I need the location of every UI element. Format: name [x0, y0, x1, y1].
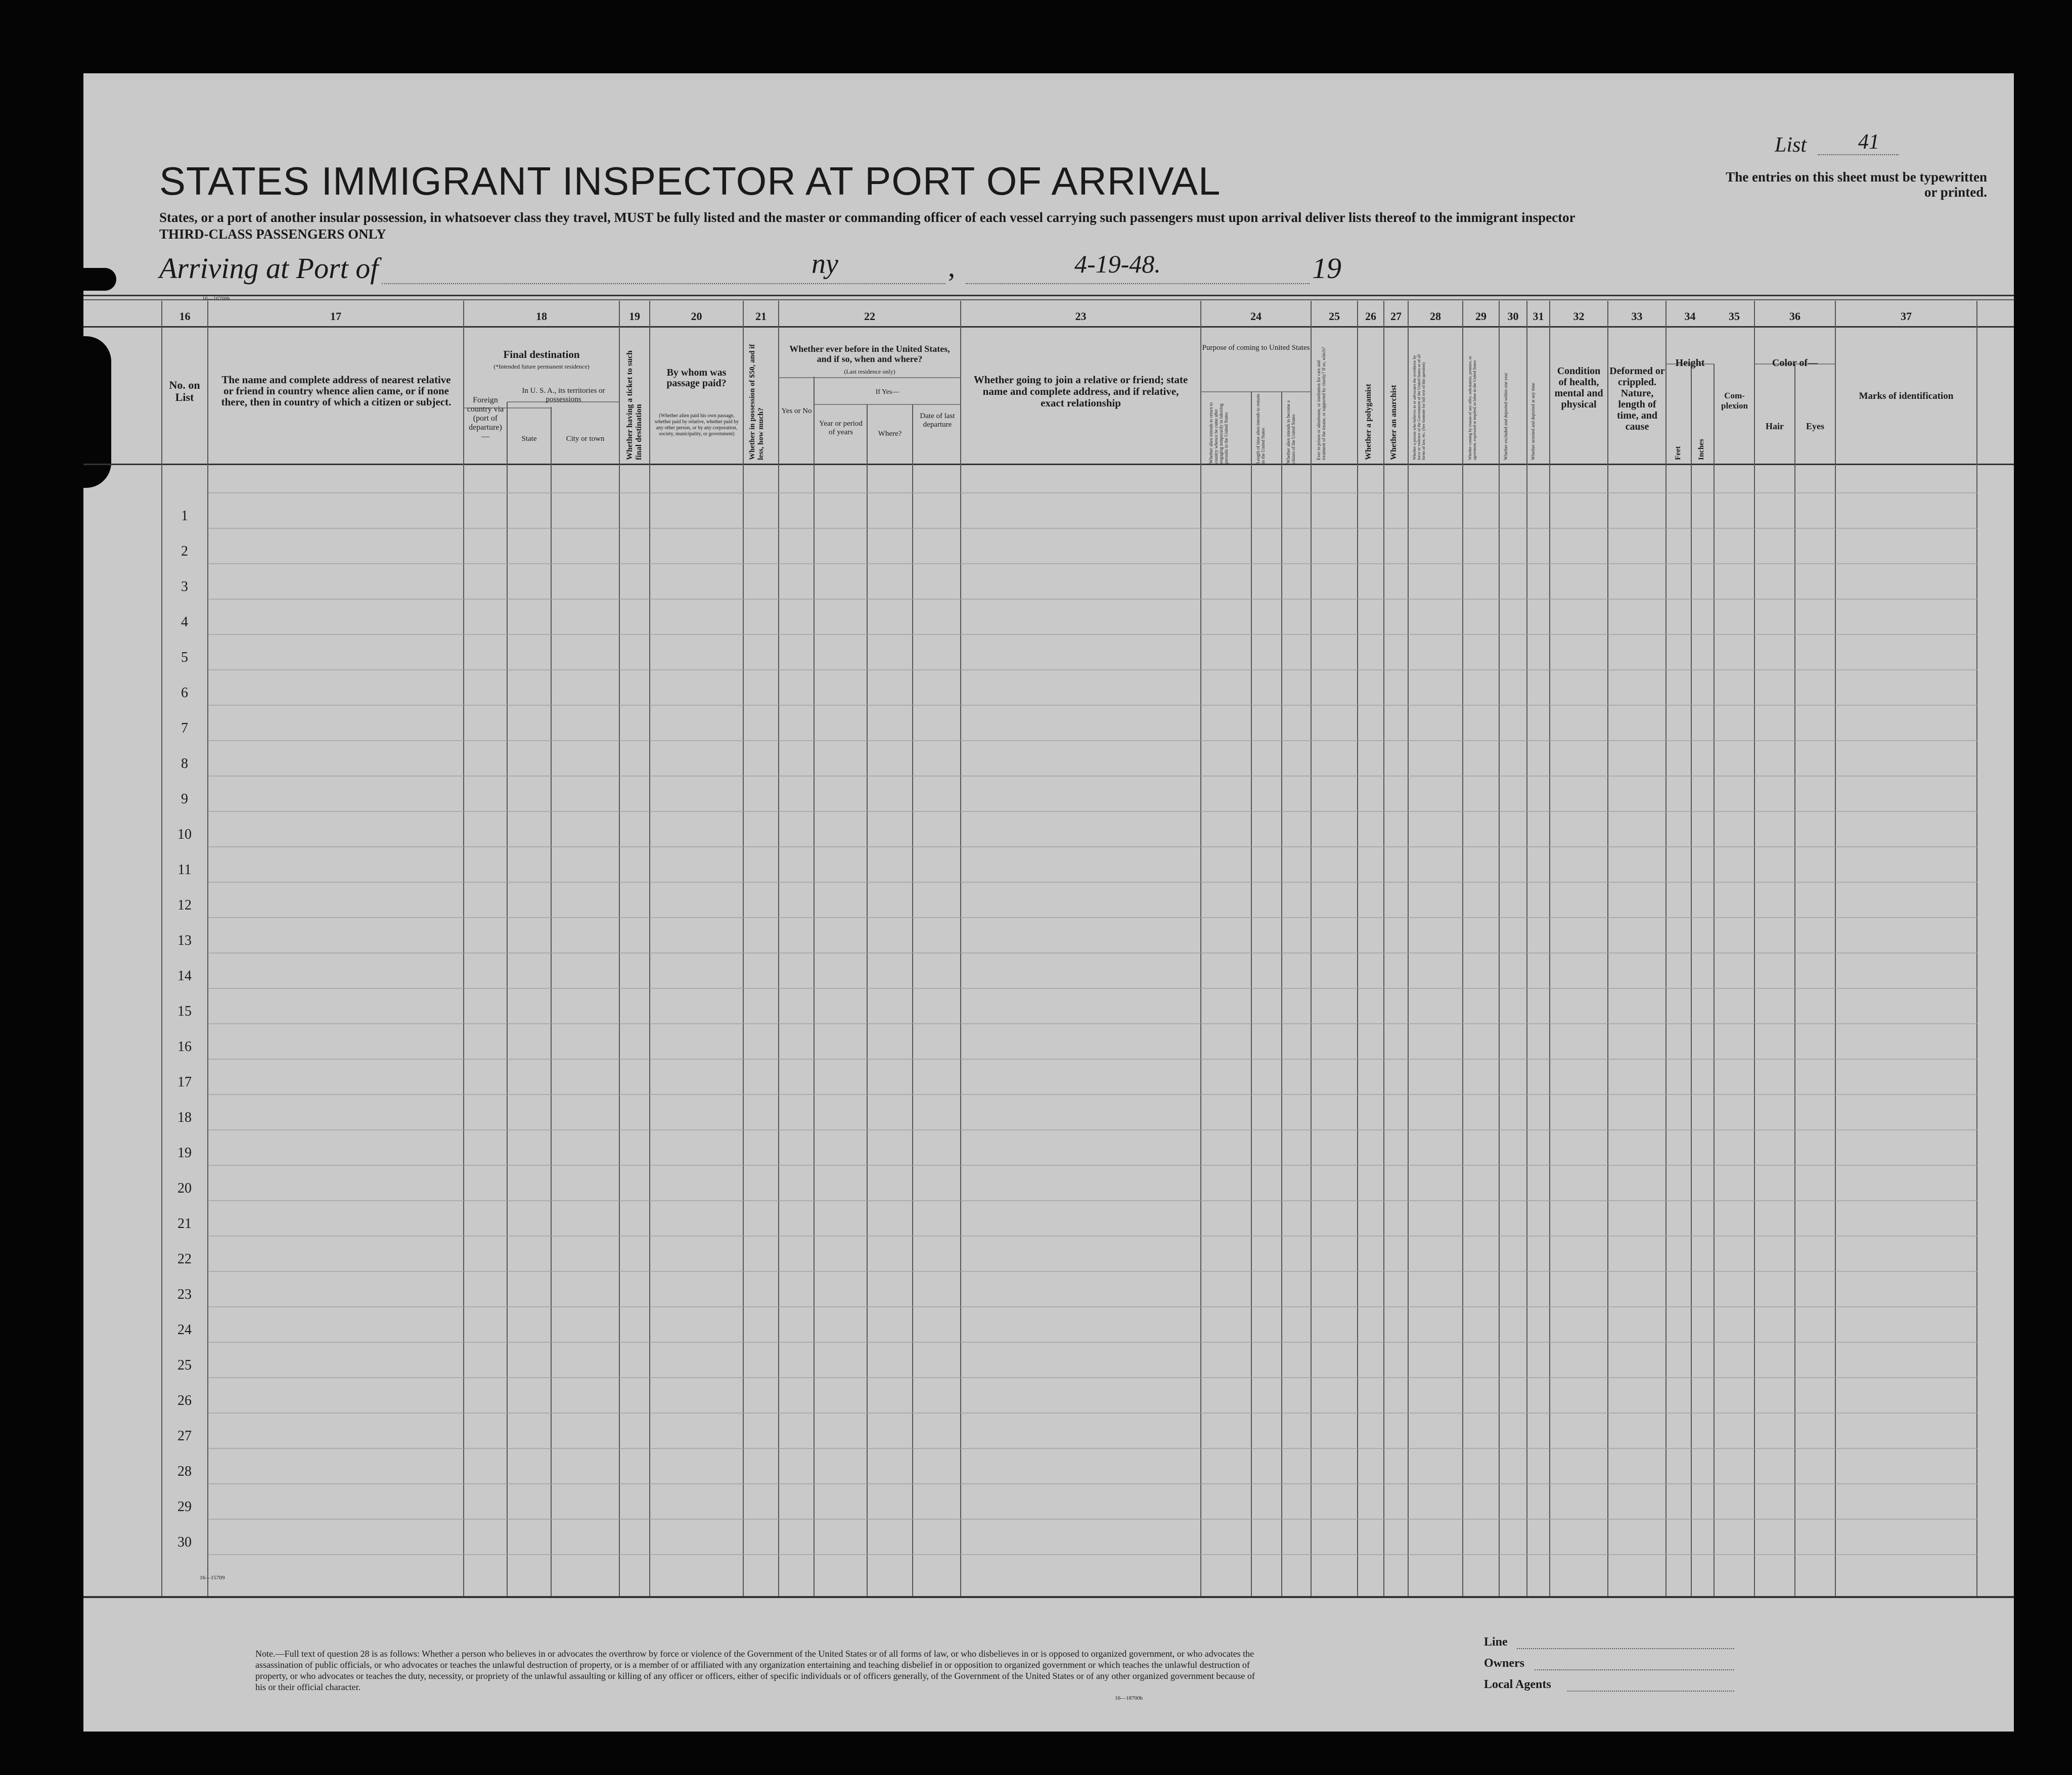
row-number: 22 — [177, 1251, 192, 1267]
row-number: 24 — [177, 1322, 192, 1338]
row-number: 16 — [177, 1039, 192, 1055]
header-purpose: Purpose of coming to United States — [1202, 344, 1310, 352]
row-number: 27 — [177, 1428, 192, 1444]
column-number-17: 17 — [330, 310, 341, 323]
owners-field[interactable] — [1535, 1669, 1734, 1670]
line-field[interactable] — [1517, 1648, 1734, 1649]
header-excluded: Whether excluded and deported within one year — [1503, 373, 1508, 460]
entries-note: The entries on this sheet must be typewritten or printed. — [1726, 169, 1987, 200]
row-number: 28 — [177, 1464, 192, 1479]
header-ever-before-note: (Last residence only) — [844, 368, 895, 375]
column-number-36: 36 — [1789, 310, 1800, 323]
header-foreign-country: Foreign country via (port of departure)— — [467, 396, 504, 441]
form-number-bottom-left: 16—15709 — [200, 1575, 225, 1581]
header-overthrow: Whether a person who believes in or advocates the overthrow by force or violence of the Government of the United States or of all forms of law, etc. (See footnote for full text of this question) — [1412, 354, 1426, 460]
row-number: 21 — [177, 1216, 192, 1232]
row-number: 25 — [177, 1357, 192, 1373]
row-number: 10 — [177, 827, 192, 842]
table-top-rule — [83, 295, 2014, 296]
line-label: Line — [1484, 1635, 1508, 1649]
row-number: 9 — [181, 791, 188, 807]
header-purpose-b: Length of time alien intends to remain in the United States — [1255, 394, 1266, 464]
column-number-19: 19 — [629, 310, 640, 323]
port-value[interactable]: ny — [812, 248, 838, 280]
row-number: 2 — [181, 543, 188, 559]
column-number-31: 31 — [1533, 310, 1544, 323]
header-nearest-relative: The name and complete address of nearest relative or friend in country whence alien came, or if none there, then in country of which a citizen or subject. — [221, 374, 452, 408]
row-number: 15 — [177, 1004, 192, 1019]
header-city-or-town: City or town — [566, 435, 605, 443]
table-top-rule-2 — [83, 299, 2014, 300]
column-number-24: 24 — [1250, 310, 1262, 323]
header-date-departure: Date of last departure — [920, 412, 955, 429]
header-purpose-a: Whether alien intends to return to country whence he came after engaging temporarily in laboring pursuits in the United States — [1208, 402, 1229, 464]
row-number: 19 — [177, 1145, 192, 1161]
row-number: 23 — [177, 1287, 192, 1302]
row-number: 17 — [177, 1074, 192, 1090]
row-number: 26 — [177, 1393, 192, 1408]
form-subtitle: States, or a port of another insular possession, in whatsoever class they travel, MUST be fully listed and the master or commanding officer of each vessel carrying such passengers must upon arrival deliver lists thereof to the immigrant inspector — [159, 210, 1575, 225]
header-prison: Ever in prison or almshouse, or institution for care and treatment of the insane, or supported by charity? If so, which? — [1316, 347, 1326, 460]
row-lines — [208, 465, 1977, 1598]
header-feet: Feet — [1674, 446, 1682, 460]
column-number-21: 21 — [755, 310, 767, 323]
class-line: THIRD-CLASS PASSENGERS ONLY — [159, 226, 386, 242]
header-joining-relative: Whether going to join a relative or friend; state name and complete address, and if relative, exact relationship — [973, 374, 1188, 409]
column-number-22: 22 — [864, 310, 875, 323]
header-fifty-dollars: Whether in possession of $50, and if less, how much? — [748, 344, 765, 460]
row-number: 30 — [177, 1534, 192, 1550]
row-number: 6 — [181, 685, 188, 701]
header-in-usa: In U. S. A., its territories or possessions — [522, 387, 605, 403]
list-number: 41 — [1858, 130, 1879, 154]
row-number: 29 — [177, 1499, 192, 1515]
date-value[interactable]: 4-19-48. — [1074, 250, 1161, 278]
row-number: 11 — [177, 862, 192, 878]
header-state: State — [521, 435, 537, 443]
form-title: STATES IMMIGRANT INSPECTOR AT PORT OF ARRIVAL — [159, 159, 1221, 203]
owners-label: Owners — [1484, 1657, 1524, 1670]
column-number-23: 23 — [1075, 310, 1087, 323]
list-label: List — [1775, 133, 1807, 157]
manifest-sheet — [83, 73, 2014, 1732]
footnote: Note.—Full text of question 28 is as follows: Whether a person who believes in or advocates the overthrow by force or violence of the Government of the United States or of all forms of law, or who disbelieves in or is opposed to organized government, or who advocates the assassination of public officials, or who advocates or teaches the unlawful destruction of property, or is a member of or affiliated with any organization entertaining and teaching disbelief in or opposition to organized government or which teaches the unlawful destruction of property, or who advocates or teaches the duty, necessity, or propriety of the unlawful assaulting or killing of any officer or officers, either of specific individuals or of officers generally, of the Government of the United States or of any other organized government because of his or their official character. — [255, 1649, 1255, 1692]
header-final-destination-note: (*Intended future permanent residence) — [493, 363, 590, 370]
row-number: 1 — [181, 508, 188, 524]
column-number-25: 25 — [1329, 310, 1340, 323]
header-deformed: Deformed or crippled. Nature, length of time, and cause — [1609, 366, 1665, 432]
row-number: 18 — [177, 1110, 192, 1125]
header-no-on-list: No. on List — [169, 379, 200, 403]
comma: , — [948, 252, 955, 283]
header-marks: Marks of identification — [1859, 391, 1954, 401]
local-agents-label: Local Agents — [1484, 1678, 1551, 1691]
header-offer: Whether coming by reason of any offer, solicitation, promise, or agreement, expressed or implied, to labor in the United States — [1468, 356, 1477, 460]
row-number: 5 — [181, 650, 188, 665]
header-anarchist: Whether an anarchist — [1389, 385, 1398, 460]
header-ever-before: Whether ever before in the United States, and if so, when and where? — [789, 344, 950, 364]
header-if-yes: If Yes— — [875, 388, 899, 396]
column-number-30: 30 — [1507, 310, 1519, 323]
header-arrested: Whether arrested and deported at any time — [1530, 383, 1536, 460]
arriving-label: Arriving at Port of — [159, 252, 379, 285]
column-number-18: 18 — [536, 310, 547, 323]
header-eyes: Eyes — [1806, 421, 1824, 431]
header-yes-or-no: Yes or No — [781, 407, 812, 415]
header-year-period: Year or period of years — [819, 420, 863, 436]
date-line — [966, 283, 1310, 284]
header-hair: Hair — [1766, 421, 1784, 431]
column-number-37: 37 — [1901, 310, 1912, 323]
column-number-34: 34 — [1684, 310, 1696, 323]
row-number: 20 — [177, 1180, 192, 1196]
form-number-top: 16—16700b — [202, 296, 230, 302]
row-number: 14 — [177, 968, 192, 984]
row-number: 7 — [181, 720, 188, 736]
header-polygamist: Whether a polygamist — [1364, 384, 1373, 460]
header-passage-paid: By whom was passage paid? — [666, 367, 727, 389]
column-number-29: 29 — [1475, 310, 1487, 323]
header-where: Where? — [878, 430, 902, 438]
column-number-27: 27 — [1390, 310, 1402, 323]
form-number-bottom-note: 16—18700b — [1115, 1695, 1143, 1701]
year-prefix: 19 — [1312, 252, 1341, 285]
header-complexion: Com-plexion — [1721, 391, 1748, 411]
header-final-destination: Final destination — [503, 348, 580, 360]
row-number: 4 — [181, 614, 188, 630]
row-number: 13 — [177, 933, 192, 948]
row-number: 3 — [181, 579, 188, 595]
header-color-of: Color of— — [1772, 357, 1818, 369]
header-ticket: Whether having a ticket to such final destination — [625, 350, 643, 460]
local-agents-field[interactable] — [1567, 1691, 1734, 1692]
list-number-line — [1818, 154, 1899, 155]
column-number-32: 32 — [1573, 310, 1585, 323]
column-number-26: 26 — [1365, 310, 1376, 323]
torn-edge — [81, 268, 116, 291]
header-health: Condition of health, mental and physical — [1554, 366, 1603, 410]
header-purpose-c: Whether alien intends to become a citizen of the United States — [1286, 400, 1296, 464]
column-number-20: 20 — [691, 310, 702, 323]
port-line — [382, 283, 945, 284]
header-inches: Inches — [1697, 439, 1705, 460]
column-number-28: 28 — [1430, 310, 1441, 323]
row-number: 8 — [181, 756, 188, 771]
header-passage-paid-note: (Whether alien paid his own passage, whether paid by relative, whether paid by any other person, or by any corporation, society, municipality, or government) — [654, 413, 739, 437]
row-number: 12 — [177, 897, 192, 913]
column-number-33: 33 — [1631, 310, 1643, 323]
header-height: Height — [1675, 357, 1705, 369]
column-number-16: 16 — [179, 310, 191, 323]
column-number-35: 35 — [1729, 310, 1740, 323]
